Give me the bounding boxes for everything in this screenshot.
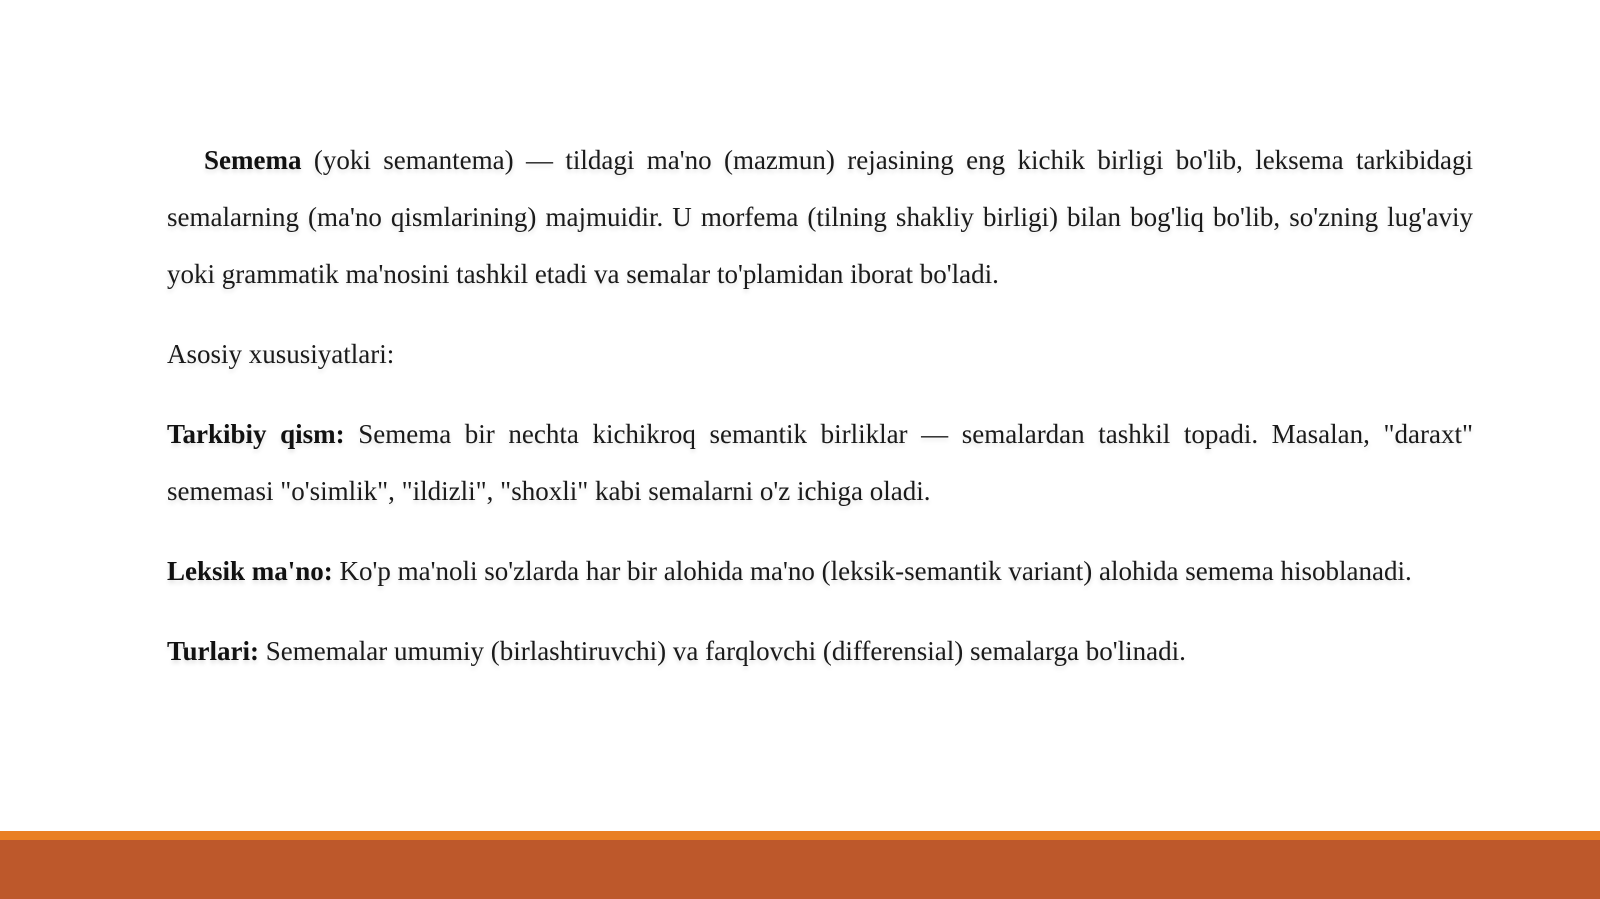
property-paragraph-types bbox=[167, 623, 1473, 680]
definition-text: (yoki semantema) — tildagi ma'no (mazmun) rejasining eng kichik birligi bo'lib, leksema tarkibidagi semalarning (ma'no qismlarining) majmuidir. U morfema (tilning shakliy birligi) bilan bog'liq bo'lib, so'zning lug'aviy yoki grammatik ma'nosini tashkil etadi va semalar to'plamidan iborat bo'ladi. bbox=[167, 145, 1473, 289]
footer-bar bbox=[0, 840, 1600, 899]
property-paragraph-lexical bbox=[167, 543, 1473, 600]
property-paragraph-structure bbox=[167, 406, 1473, 520]
definition-term: Semema bbox=[204, 145, 302, 175]
property-term-lexical: Leksik ma'no: bbox=[167, 556, 333, 586]
footer-accent-line bbox=[0, 831, 1600, 840]
property-text-structure: Semema bir nechta kichikroq semantik birliklar — semalardan tashkil topadi. Masalan, "daraxt" sememasi "o'simlik", "ildizli", "shoxli" kabi semalarni o'z ichiga oladi. bbox=[167, 419, 1473, 506]
property-term-structure: Tarkibiy qism: bbox=[167, 419, 345, 449]
slide-body bbox=[167, 132, 1473, 703]
properties-heading: Asosiy xususiyatlari: bbox=[167, 339, 395, 369]
property-term-types: Turlari: bbox=[167, 636, 260, 666]
definition-paragraph bbox=[167, 132, 1473, 303]
property-text-lexical: Ko'p ma'noli so'zlarda har bir alohida ma'no (leksik-semantik variant) alohida semema hisoblanadi. bbox=[332, 556, 1412, 586]
property-text-types: Sememalar umumiy (birlashtiruvchi) va farqlovchi (differensial) semalarga bo'linadi. bbox=[259, 636, 1186, 666]
